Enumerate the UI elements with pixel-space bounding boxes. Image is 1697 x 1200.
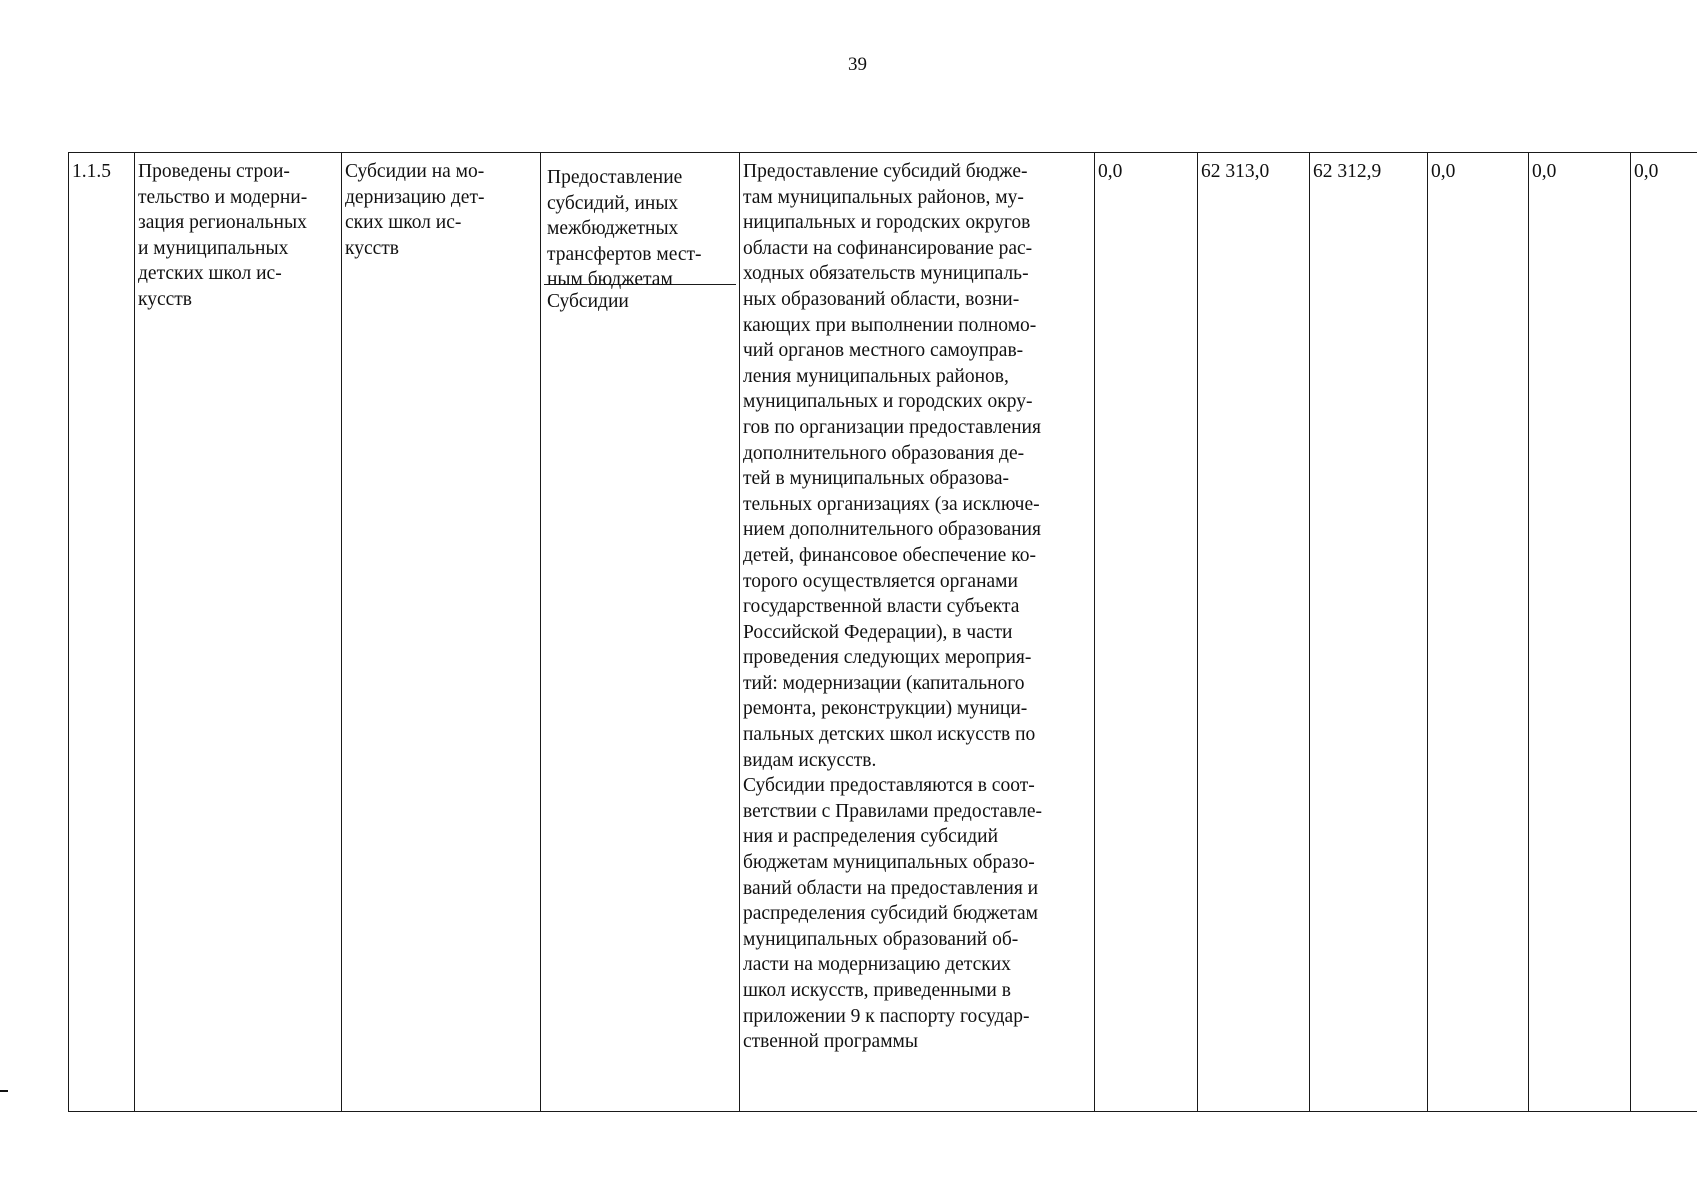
description-line: нием дополнительного образования xyxy=(743,519,1041,541)
description-cell xyxy=(740,153,1095,1112)
description-line: проведения следующих мероприя- xyxy=(743,647,1032,669)
description-line: ваний области на предоставления и xyxy=(743,877,1039,899)
subsidy-cell xyxy=(342,153,541,1112)
description-line: там муниципальных районов, му- xyxy=(743,186,1024,208)
subsidy-line: дернизацию дет- xyxy=(345,186,485,208)
description-line: видам искусств. xyxy=(743,749,877,771)
value-3: 62 312,9 xyxy=(1313,161,1382,182)
transfer-type-sub-label: Субсидии xyxy=(547,291,629,312)
description-line: ниципальных и городских округов xyxy=(743,212,1031,234)
row-number-cell xyxy=(69,153,135,1112)
description-line: Российской Федерации), в части xyxy=(743,621,1013,643)
value-6: 0,0 xyxy=(1634,161,1659,182)
row-number: 1.1.5 xyxy=(72,161,111,182)
result-cell xyxy=(135,153,342,1112)
result-line: тельство и модерни- xyxy=(138,186,308,208)
subsidy-line: кусств xyxy=(345,237,399,259)
description-line: ремонта, реконструкции) муници- xyxy=(743,698,1028,720)
value-4: 0,0 xyxy=(1431,161,1456,182)
transfer-type-line: ным бюджетам xyxy=(547,269,673,291)
subsidy-line: Субсидии на мо- xyxy=(345,161,485,182)
result-line: и муниципальных xyxy=(138,237,289,259)
description-line: кающих при выполнении полномо- xyxy=(743,314,1037,336)
value-2: 62 313,0 xyxy=(1201,161,1270,182)
description-line: области на софинансирование рас- xyxy=(743,237,1033,259)
description-line: тельных организациях (за исключе- xyxy=(743,493,1040,515)
value-cell-5 xyxy=(1529,153,1631,1112)
description-line: тий: модернизации (капитального xyxy=(743,672,1025,694)
result-line: детских школ ис- xyxy=(138,263,282,285)
description-line: Субсидии предоставляются в соот- xyxy=(743,775,1035,797)
description-line: Предоставление субсидий бюдже- xyxy=(743,161,1028,182)
description-line: муниципальных образований об- xyxy=(743,928,1019,950)
margin-mark xyxy=(0,1090,8,1092)
value-cell-1 xyxy=(1095,153,1198,1112)
transfer-type-line: Предоставление xyxy=(547,167,683,188)
description-line: ходных обязательств муниципаль- xyxy=(743,263,1029,285)
description-line: распределения субсидий бюджетам xyxy=(743,903,1038,925)
description-line: ласти на модернизацию детских xyxy=(743,954,1011,976)
description-line: муниципальных и городских окру- xyxy=(743,391,1033,413)
transfer-type-line: трансфертов мест- xyxy=(547,243,702,265)
page-number: 39 xyxy=(848,54,867,75)
value-cell-3 xyxy=(1310,153,1428,1112)
budget-table xyxy=(68,152,1697,1112)
result-line: Проведены строи- xyxy=(138,161,290,182)
description-line: приложении 9 к паспорту государ- xyxy=(743,1005,1030,1027)
description-line: ных образований области, возни- xyxy=(743,288,1020,310)
description-line: чий органов местного самоуправ- xyxy=(743,340,1024,362)
value-5: 0,0 xyxy=(1532,161,1557,182)
description-line: бюджетам муниципальных образо- xyxy=(743,852,1035,874)
description-line: детей, финансовое обеспечение ко- xyxy=(743,544,1036,566)
description-line: дополнительного образования де- xyxy=(743,442,1025,464)
transfer-type-line: межбюджетных xyxy=(547,218,679,240)
transfer-type-line: субсидий, иных xyxy=(547,192,679,214)
description-line: гов по организации предоставления xyxy=(743,416,1041,438)
description-line: государственной власти субъекта xyxy=(743,596,1020,618)
description-line: ветствии с Правилами предоставле- xyxy=(743,800,1042,822)
table-row xyxy=(69,153,1697,1112)
description-line: школ искусств, приведенными в xyxy=(743,980,1011,1001)
transfer-type-main xyxy=(544,159,736,291)
description-line: тей в муниципальных образова- xyxy=(743,468,1009,490)
description-line: ния и распределения субсидий xyxy=(743,826,999,848)
description-line: ления муниципальных районов, xyxy=(743,365,1009,387)
value-cell-2 xyxy=(1198,153,1310,1112)
description-line: ственной программы xyxy=(743,1031,918,1053)
description-line: пальных детских школ искусств по xyxy=(743,724,1036,746)
description-line: торого осуществляется органами xyxy=(743,570,1018,592)
value-cell-6 xyxy=(1631,153,1697,1112)
subsidy-line: ских школ ис- xyxy=(345,212,462,234)
result-line: зация региональных xyxy=(138,212,307,234)
value-cell-4 xyxy=(1428,153,1529,1112)
result-line: кусств xyxy=(138,288,192,310)
transfer-type-cell xyxy=(541,153,740,1112)
value-1: 0,0 xyxy=(1098,161,1123,182)
